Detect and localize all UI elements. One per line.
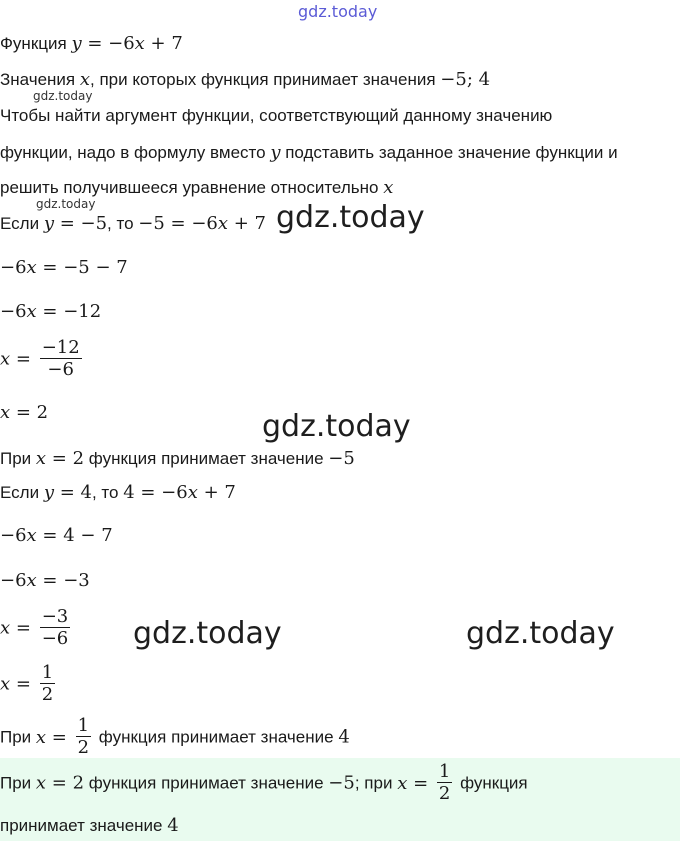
function-line: [0, 32, 183, 56]
var-x: x: [134, 33, 145, 54]
case1-line: [0, 212, 266, 236]
var-y: y: [43, 213, 54, 234]
watermark-small-1: gdz.today: [33, 89, 93, 103]
explain-2b: подставить заданное значение функции и: [285, 143, 618, 162]
c1-conclusion: При x = 2 функция принимает значение −5: [0, 448, 355, 469]
answer-line-2: принимает значение 4: [0, 815, 179, 836]
answer-line-1: При x = 2 функция принимает значение −5; при x = $\frac{1}{2}$ функция: [0, 761, 528, 804]
case1-eq-left: −5 = −6: [138, 213, 218, 234]
values-mid: , при которых функция принимает значения: [90, 70, 436, 89]
c2-conclusion: При x = $\frac{1}{2}$ функция принимает значение 4: [0, 715, 350, 758]
c1-result: x = 2: [0, 402, 49, 423]
var-x: x: [217, 213, 229, 234]
watermark-2: gdz.today: [262, 409, 411, 444]
c2-fraction: x = $\frac{-3}{-6}$: [0, 606, 69, 649]
func-eq: = −6: [81, 33, 135, 54]
watermark-top: gdz.today: [298, 2, 378, 21]
watermark-4: gdz.today: [466, 616, 615, 651]
c2-step1: −6x = 4 − 7: [0, 525, 113, 546]
function-label: Функция: [0, 34, 67, 53]
values-prefix: Значения: [0, 70, 76, 89]
values-list: −5; 4: [440, 69, 491, 90]
func-tail: + 7: [144, 33, 183, 54]
explain-line-1: Чтобы найти аргумент функции, соответствующий данному значению: [0, 106, 553, 125]
case1-eq-tail: + 7: [228, 213, 267, 234]
c1-step1: −6x = −5 − 7: [0, 257, 128, 278]
then-word: , то: [107, 214, 134, 233]
if-word: Если: [0, 214, 40, 233]
c1-fraction: x = $\frac{-12}{-6}$: [0, 337, 80, 380]
var-x: x: [383, 177, 394, 198]
watermark-small-2: gdz.today: [36, 197, 96, 211]
c2-result: x = $\frac{1}{2}$: [0, 662, 54, 705]
c2-step2: −6x = −3: [0, 570, 90, 591]
c1-step2: −6x = −12: [0, 301, 102, 322]
case2-line: Если y = 4, то 4 = −6x + 7: [0, 482, 236, 503]
explain-2a: функции, надо в формулу вместо: [0, 143, 266, 162]
explain-line-2: [0, 141, 618, 165]
var-y: y: [270, 142, 281, 163]
explain-3: решить получившееся уравнение относительно: [0, 178, 379, 197]
var-x: x: [79, 69, 91, 90]
watermark-3: gdz.today: [133, 616, 282, 651]
answer-box: [0, 758, 680, 841]
case1-y: = −5: [53, 213, 108, 234]
watermark-1: gdz.today: [276, 200, 425, 235]
var-y: y: [71, 33, 82, 54]
